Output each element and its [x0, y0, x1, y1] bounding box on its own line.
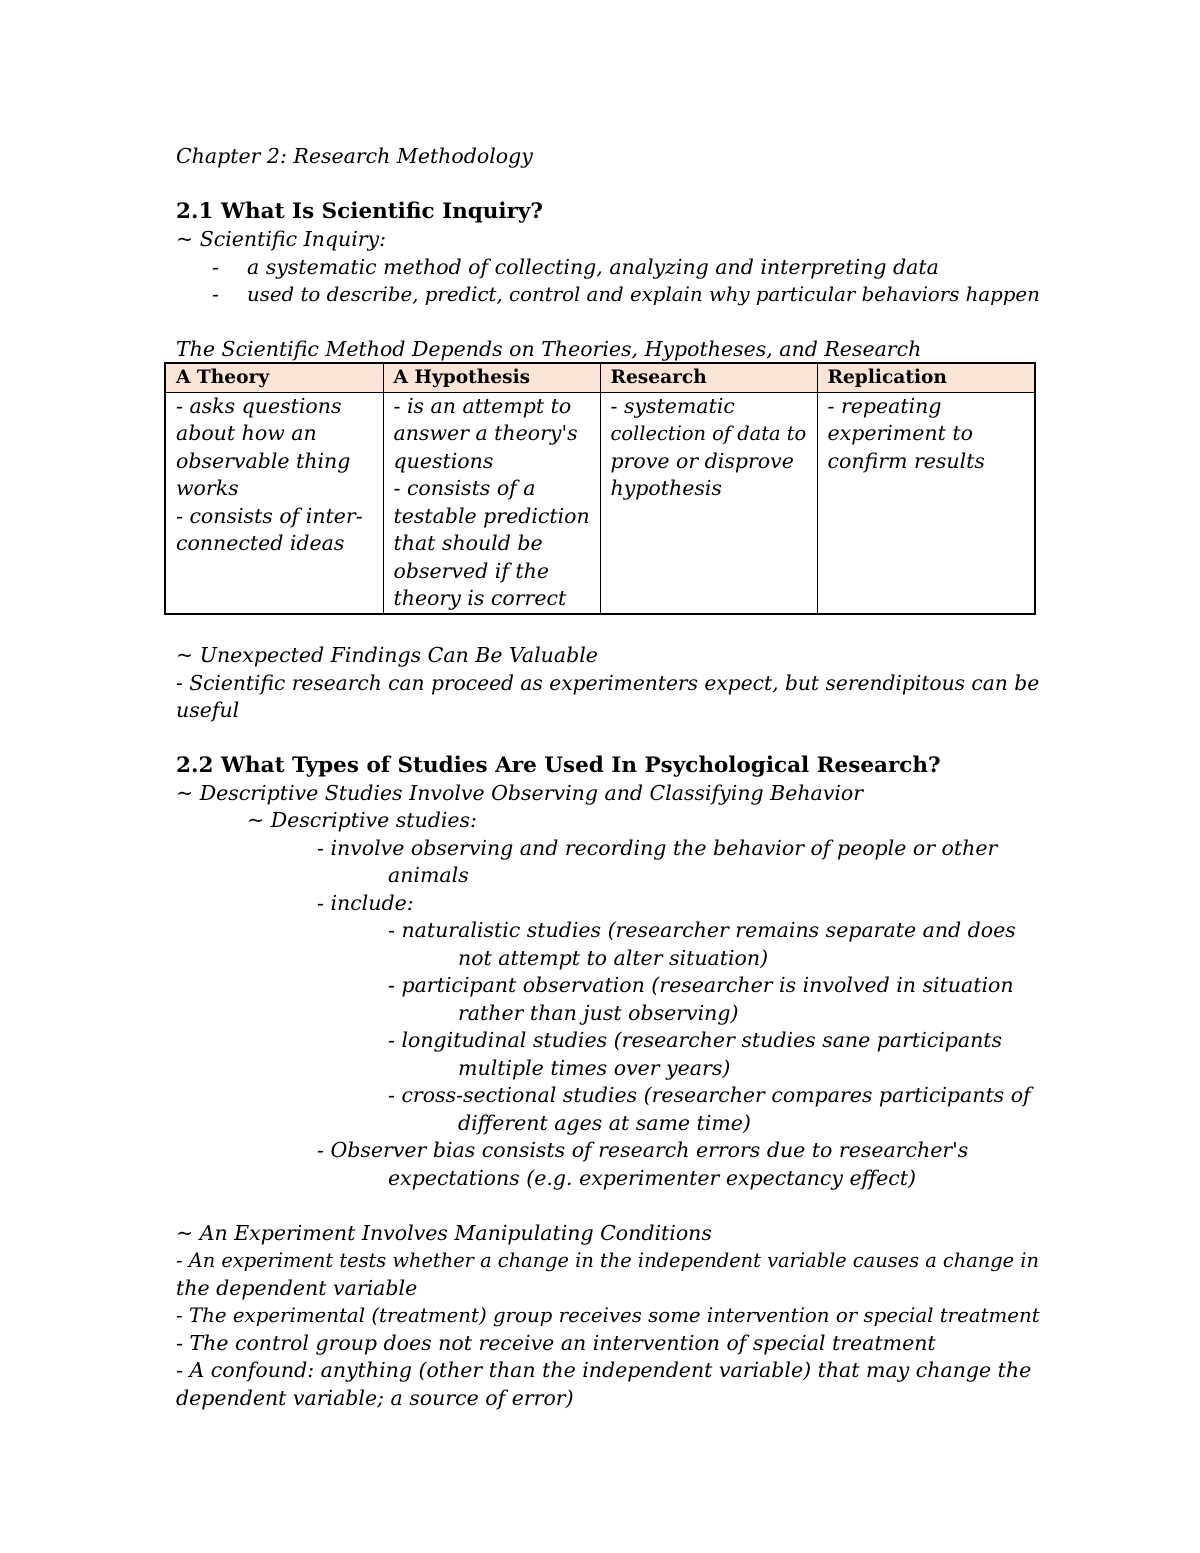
- list-item: - cross-sectional studies (researcher compares participants of: [388, 1083, 1031, 1107]
- cell-line: - consists of a: [393, 476, 536, 500]
- cell-line: testable prediction: [393, 503, 590, 528]
- list-item-continuation: not attempt to alter situation): [458, 946, 769, 970]
- cell-line: collection of data to: [610, 422, 807, 445]
- subheading-scientific-inquiry: ~ Scientific Inquiry:: [176, 227, 387, 251]
- list-item: used to describe, predict, control and explain why particular behaviors happen: [247, 283, 1040, 306]
- table-cell-research: [600, 392, 817, 614]
- cell-line: confirm results: [827, 448, 985, 473]
- cell-line: answer a theory's: [393, 421, 578, 445]
- list-item: - include:: [317, 891, 414, 915]
- cell-line: - repeating: [827, 393, 942, 418]
- cell-line: that should be: [393, 531, 543, 555]
- list-item: - involve observing and recording the behavior of people or other: [317, 836, 998, 860]
- list-item: - Observer bias consists of research errors due to researcher's: [317, 1138, 969, 1162]
- table-cell-theory: [165, 392, 383, 614]
- subheading-descriptive: ~ Descriptive Studies Involve Observing and Classifying Behavior: [176, 781, 864, 805]
- paragraph-line: useful: [176, 698, 240, 722]
- list-item: - longitudinal studies (researcher studies sane participants: [388, 1028, 1003, 1052]
- cell-line: - asks questions: [176, 393, 342, 418]
- bullet-marker: -: [212, 255, 219, 279]
- list-item-continuation: different ages at same time): [458, 1111, 751, 1135]
- list-item: - naturalistic studies (researcher remains separate and does: [388, 918, 1016, 942]
- scientific-method-table: [164, 362, 1036, 615]
- cell-line: - systematic: [610, 393, 735, 418]
- paragraph-line: - A confound: anything (other than the independent variable) that may change the: [176, 1358, 1032, 1382]
- cell-line: theory is correct: [393, 586, 567, 610]
- paragraph-line: dependent variable; a source of error): [176, 1386, 574, 1410]
- subheading-descriptive-studies: ~ Descriptive studies:: [247, 808, 477, 832]
- cell-line: works: [176, 476, 239, 500]
- list-item: - participant observation (researcher is involved in situation: [388, 973, 1014, 997]
- table-cell-hypothesis: [383, 392, 600, 614]
- list-item: a systematic method of collecting, analyzing and interpreting data: [247, 255, 939, 279]
- cell-line: about how an: [176, 421, 317, 445]
- cell-line: - is an attempt to: [393, 393, 572, 418]
- cell-line: prove or disprove: [610, 448, 794, 473]
- cell-line: - consists of inter-: [176, 503, 363, 528]
- column-header: A Hypothesis: [383, 363, 600, 392]
- table-row: [165, 392, 1035, 614]
- cell-line: hypothesis: [610, 476, 722, 500]
- paragraph-line: the dependent variable: [176, 1276, 418, 1300]
- table-cell-replication: [817, 392, 1035, 614]
- cell-line: connected ideas: [176, 531, 345, 555]
- paragraph-line: - Scientific research can proceed as experimenters expect, but serendipitous can be: [176, 671, 1040, 695]
- column-header: Research: [600, 363, 817, 392]
- list-item-continuation: animals: [388, 863, 469, 887]
- list-item-continuation: multiple times over years): [458, 1056, 731, 1080]
- paragraph-line: - An experiment tests whether a change in the independent variable causes a change in: [176, 1249, 1039, 1272]
- paragraph-line: - The experimental (treatment) group receives some intervention or special treatment: [176, 1304, 1040, 1327]
- section-heading-2-1: 2.1 What Is Scientific Inquiry?: [176, 199, 544, 224]
- column-header: Replication: [817, 363, 1035, 392]
- cell-line: experiment to: [827, 421, 973, 445]
- list-item-continuation: expectations (e.g. experimenter expectancy effect): [388, 1166, 917, 1190]
- list-item-continuation: rather than just observing): [458, 1001, 739, 1025]
- unexpected-heading: ~ Unexpected Findings Can Be Valuable: [176, 643, 598, 667]
- chapter-title: Chapter 2: Research Methodology: [176, 144, 533, 168]
- table-header-row: [165, 363, 1035, 392]
- section-heading-2-2: 2.2 What Types of Studies Are Used In Psychological Research?: [176, 753, 941, 778]
- column-header: A Theory: [165, 363, 383, 392]
- paragraph-line: - The control group does not receive an intervention of special treatment: [176, 1331, 936, 1355]
- cell-line: questions: [393, 448, 494, 473]
- bullet-marker: -: [212, 282, 219, 306]
- cell-line: observed if the: [393, 558, 550, 583]
- table-caption: The Scientific Method Depends on Theories, Hypotheses, and Research: [176, 337, 922, 361]
- cell-line: observable thing: [176, 448, 351, 473]
- experiment-heading: ~ An Experiment Involves Manipulating Conditions: [176, 1221, 712, 1245]
